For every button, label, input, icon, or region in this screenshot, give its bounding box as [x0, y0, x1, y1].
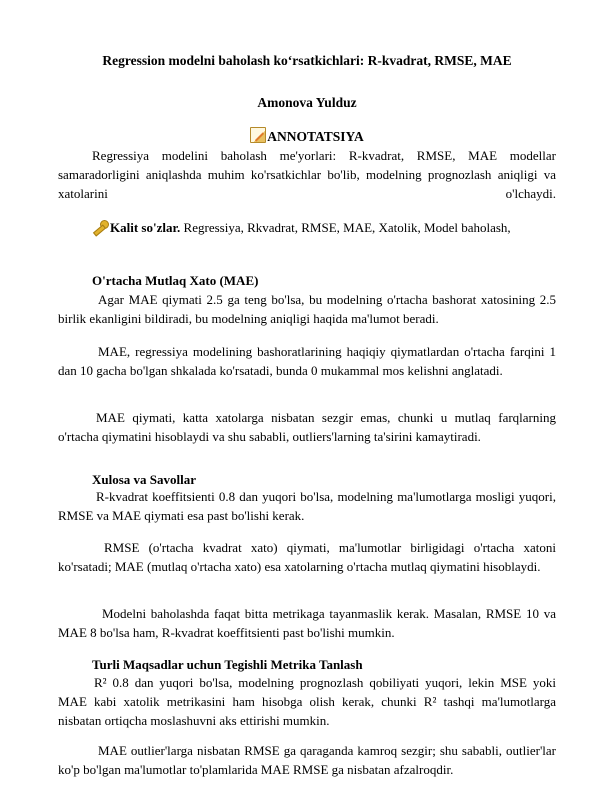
section-paragraph: MAE outlier'larga nisbatan RMSE ga qaraganda kamroq sezgir; shu sababli, outlier'lar ko'p bo'lgan ma'lumotlar to'plamlarida MAE RMSE ga nisbatan afzalroqdir. [58, 743, 556, 777]
section-paragraph: Agar MAE qiymati 2.5 ga teng bo'lsa, bu modelning o'rtacha bashorat xatosining 2.5 birlik ekanligini bildiradi, bu modelning aniqligi haqida ma'lumot beradi. [58, 292, 556, 326]
paper-title: Regression modelni baholash ko‘rsatkichlari: R-kvadrat, RMSE, MAE [102, 53, 512, 68]
section-paragraph: RMSE (o'rtacha kvadrat xato) qiymati, ma'lumotlar birligidagi o'rtacha xatoni ko'rsatadi; MAE (mutlaq o'rtacha xato) esa xatolarning o'rtacha mutlaq qiymatini hisoblaydi. [58, 540, 556, 574]
annotation-heading [58, 127, 556, 146]
section-paragraph: MAE qiymati, katta xatolarga nisbatan sezgir emas, chunki u mutlaq farqlarning o'rtacha qiymatini hisoblaydi va shu sababli, outliers'larning ta'sirini kamaytiradi. [58, 410, 556, 444]
annotation-text: Regressiya modelini baholash me'yorlari: R-kvadrat, RMSE, MAE modellar samaradorligini aniqlashda muhim ko'rsatkichlar bo'lib, modelning prognozlash aniqligi va xatolarini o'lchaydi. [58, 148, 556, 201]
keywords-text: Regressiya, Rkvadrat, RMSE, MAE, Xatolik, Model baholash, [180, 220, 511, 235]
memo-icon [250, 127, 266, 143]
key-icon [92, 220, 108, 234]
keywords-label: Kalit so'zlar. [110, 220, 181, 235]
section-paragraph: Modelni baholashda faqat bitta metrikaga tayanmaslik kerak. Masalan, RMSE 10 va MAE 8 bo'lsa ham, R-kvadrat koeffitsienti past bo'lishi mumkin. [58, 606, 556, 640]
section-paragraph: R² 0.8 dan yuqori bo'lsa, modelning prognozlash qobiliyati yuqori, lekin MSE yoki MAE kabi xatolik metrikasini ham hisobga olish kerak, chunki R² tashqi ma'lumotlarga nisbatan ortiqcha moslashuvni aks ettirishi mumkin. [58, 675, 556, 728]
section-heading-mae: O'rtacha Mutlaq Xato (MAE) [92, 273, 259, 288]
annotation-heading-text: ANNOTATSIYA [267, 129, 364, 144]
section-paragraph: R-kvadrat koeffitsienti 0.8 dan yuqori bo'lsa, modelning ma'lumotlarga mosligi yuqori, RMSE va MAE qiymati esa past bo'lishi kerak. [58, 489, 556, 523]
keywords-line [92, 218, 556, 237]
section-paragraph: MAE, regressiya modelining bashoratlarining haqiqiy qiymatlardan o'rtacha farqini 1 dan 10 gacha bo'lgan shkalada ko'rsatadi, bunda 0 mukammal mos kelishni anglatadi. [58, 344, 556, 378]
section-heading-metric-choice: Turli Maqsadlar uchun Tegishli Metrika Tanlash [92, 657, 363, 672]
author-name: Amonova Yulduz [257, 95, 357, 110]
section-heading-conclusion: Xulosa va Savollar [92, 472, 197, 487]
